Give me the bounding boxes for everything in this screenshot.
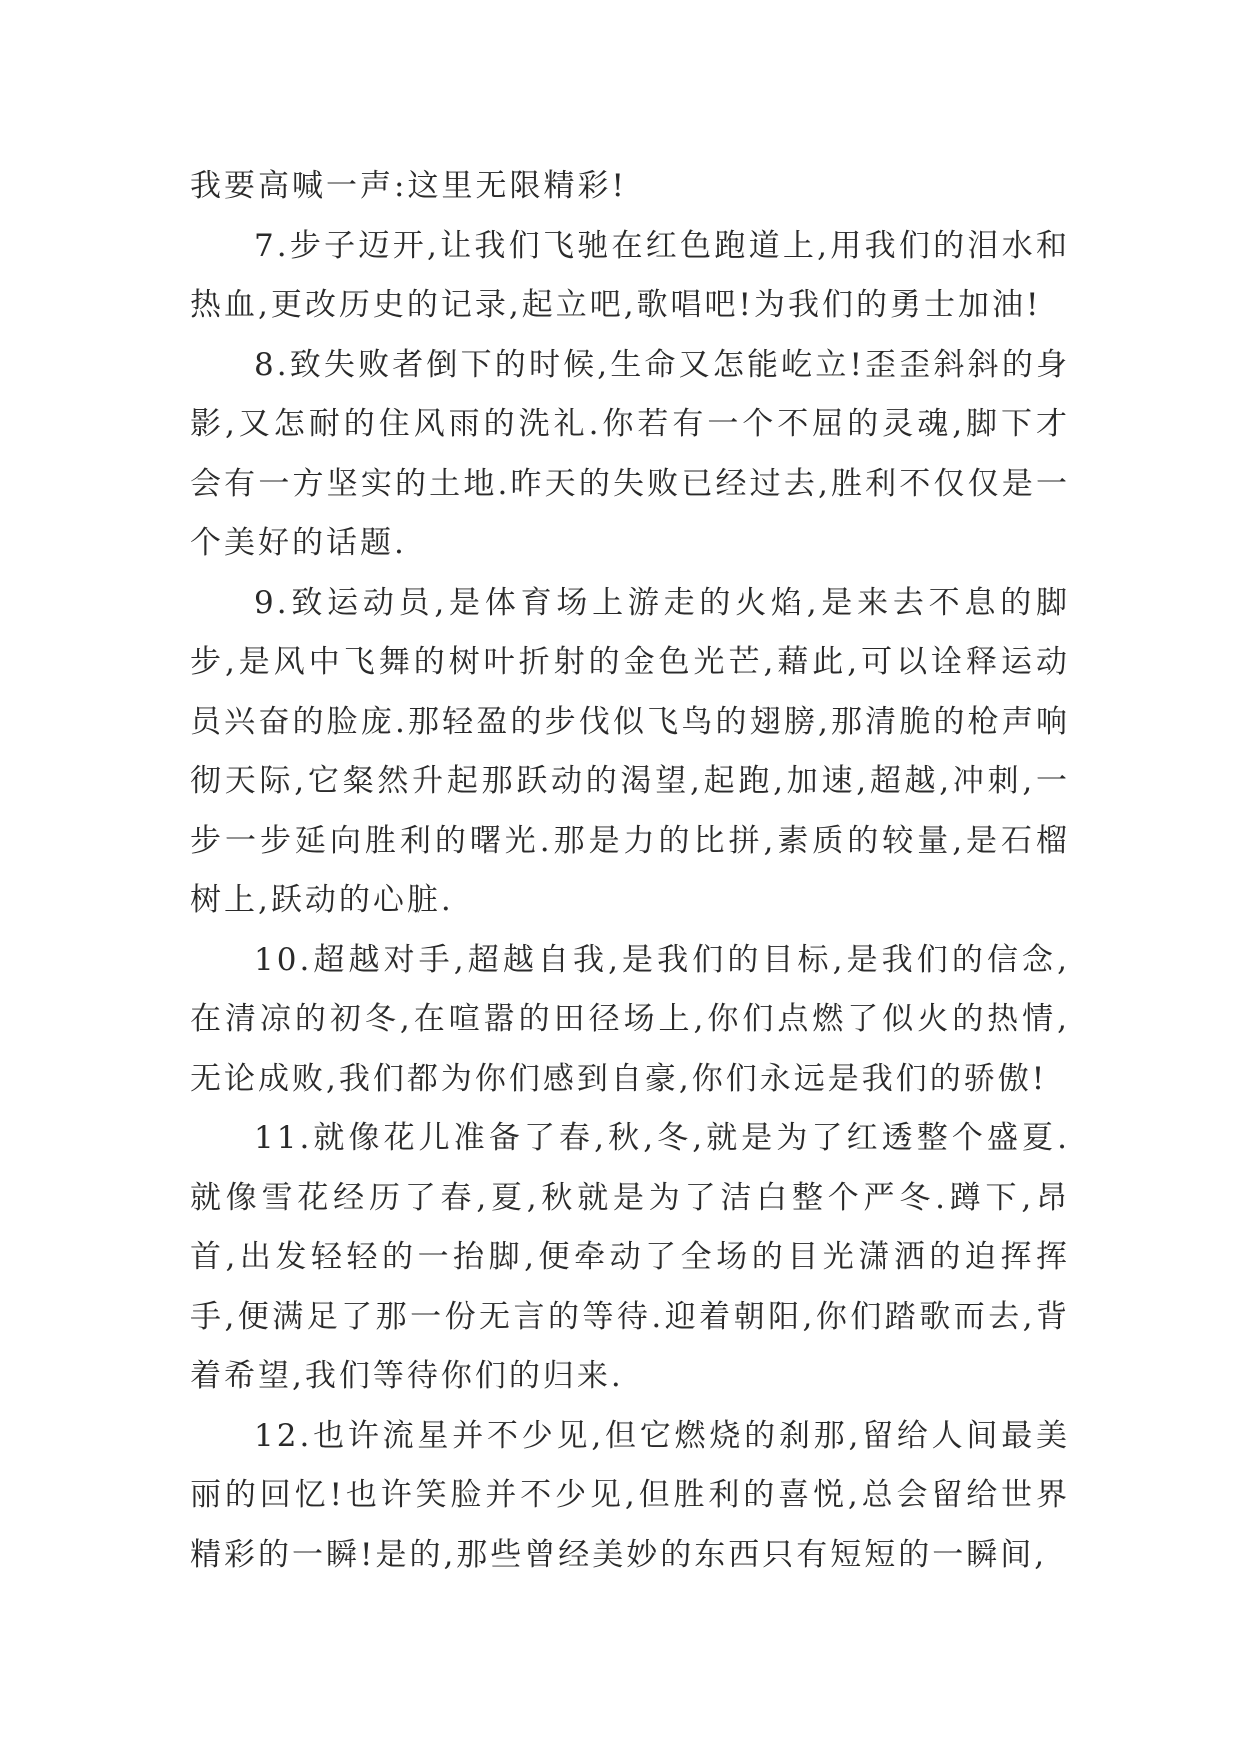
paragraph-11: 11.就像花儿准备了春,秋,冬,就是为了红透整个盛夏.就像雪花经历了春,夏,秋就是为了洁白整个严冬.蹲下,昂首,出发轻轻的一抬脚,便牵动了全场的目光潇洒的迫挥挥手,便满足了那一份无言的等待.迎着朝阳,你们踏歌而去,背着希望,我们等待你们的归来. (190, 1120, 1070, 1394)
paragraph-12: 12.也许流星并不少见,但它燃烧的刹那,留给人间最美丽的回忆!也许笑脸并不少见,但胜利的喜悦,总会留给世界精彩的一瞬!是的,那些曾经美妙的东西只有短短的一瞬间, (190, 1417, 1070, 1573)
paragraph-8: 8.致失败者倒下的时候,生命又怎能屹立!歪歪斜斜的身影,又怎耐的住风雨的洗礼.你若有一个不屈的灵魂,脚下才会有一方坚实的土地.昨天的失败已经过去,胜利不仅仅是一个美好的话题. (190, 346, 1070, 561)
paragraph-7: 7.步子迈开,让我们飞驰在红色跑道上,用我们的泪水和热血,更改历史的记录,起立吧,歌唱吧!为我们的勇士加油! (190, 227, 1070, 323)
paragraph-continuation: 我要高喊一声:这里无限精彩! (190, 168, 627, 204)
document-body (190, 157, 1070, 1585)
paragraph-9: 9.致运动员,是体育场上游走的火焰,是来去不息的脚步,是风中飞舞的树叶折射的金色光芒,藉此,可以诠释运动员兴奋的脸庞.那轻盈的步伐似飞鸟的翅膀,那清脆的枪声响彻天际,它粲然升起那跃动的渴望,起跑,加速,超越,冲刺,一步一步延向胜利的曙光.那是力的比拼,素质的较量,是石榴树上,跃动的心脏. (190, 584, 1070, 918)
paragraph-10: 10.超越对手,超越自我,是我们的目标,是我们的信念,在清凉的初冬,在喧嚣的田径场上,你们点燃了似火的热情,无论成败,我们都为你们感到自豪,你们永远是我们的骄傲! (190, 941, 1070, 1097)
